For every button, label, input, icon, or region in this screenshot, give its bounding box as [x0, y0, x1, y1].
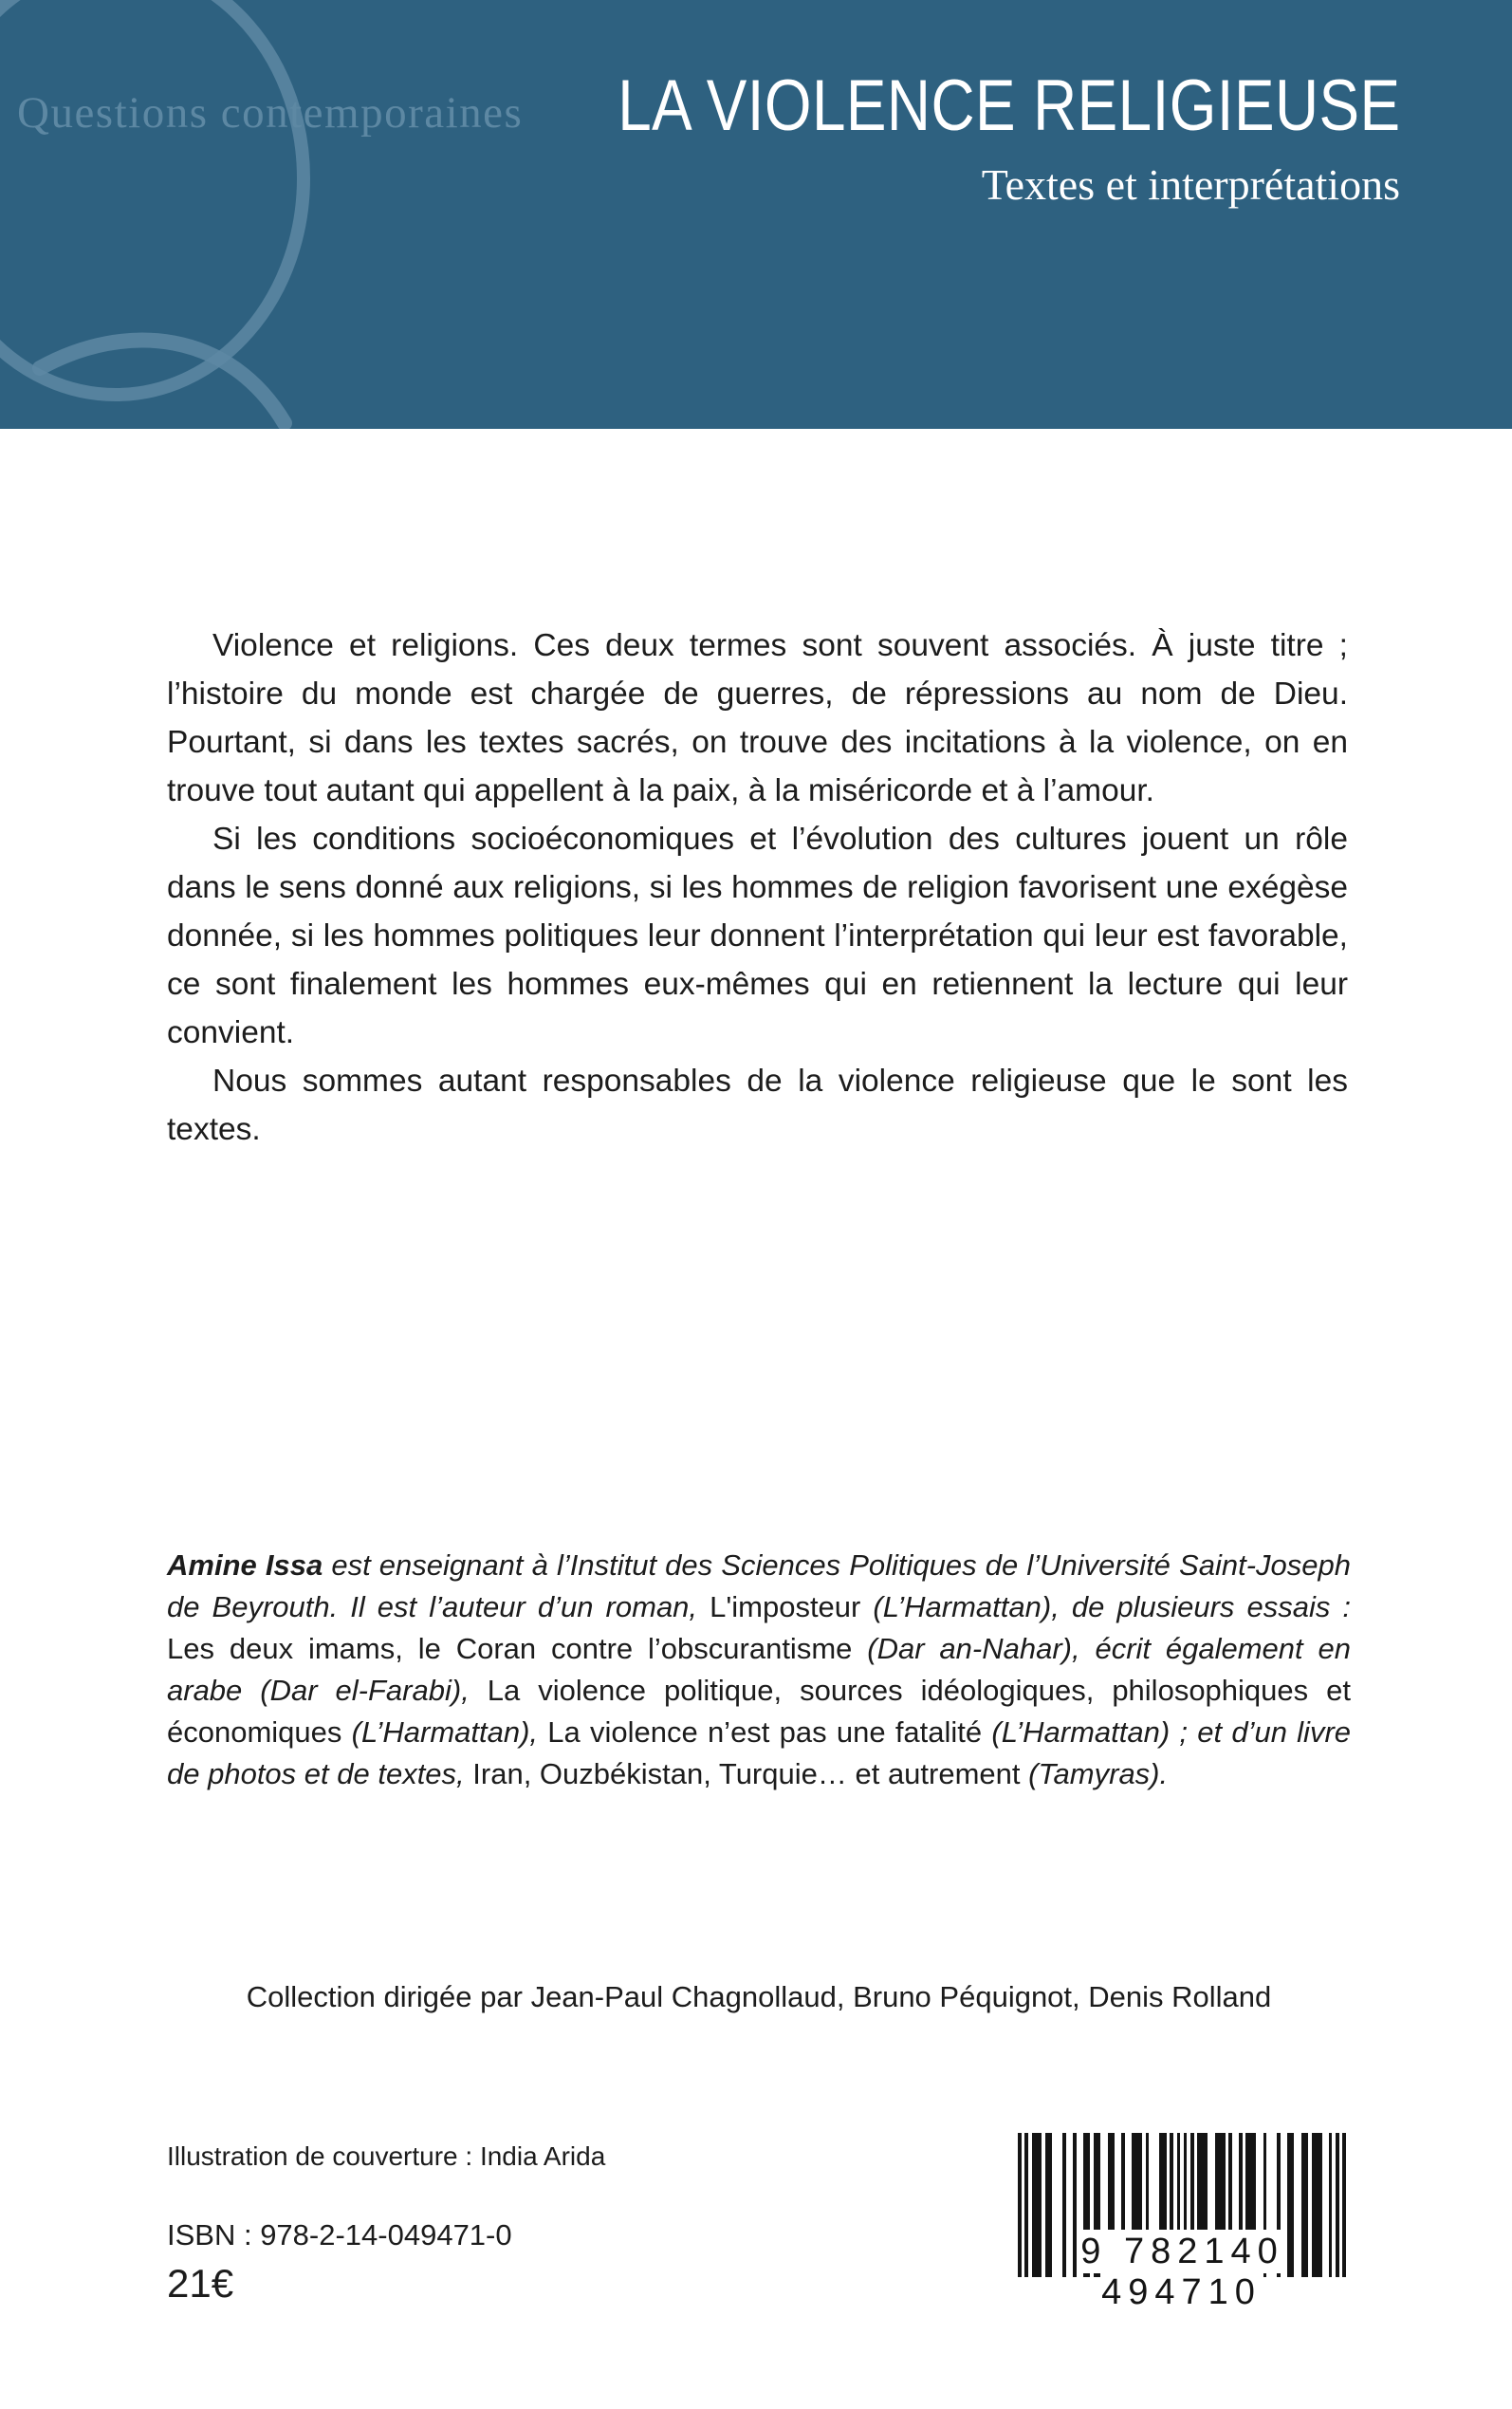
illustration-credit: Illustration de couverture : India Arida	[167, 2141, 606, 2171]
bio-publisher: (L’Harmattan),	[873, 1590, 1060, 1623]
book-title	[469, 65, 1401, 146]
bio-segment: de plusieurs essais :	[1059, 1590, 1352, 1623]
back-cover-blurb	[167, 621, 1348, 1154]
blurb-paragraph: Si les conditions socioéconomiques et l’évolution des cultures jouent un rôle dans le sens donné aux religions, si les hommes de religion favorisent une exégèse donnée, si les hommes politiques leur donnent l’interprétation qui leur est favorable, ce sont finalement les hommes eux-mêmes qui en retiennent la lecture qui leur convient.	[167, 822, 1348, 1050]
bio-publisher: (Tamyras).	[1028, 1757, 1169, 1790]
blurb-paragraph: Nous sommes autant responsables de la violence religieuse que le sont les textes.	[167, 1064, 1348, 1147]
bio-publisher: (Dar an-Nahar), écrit également en arabe (Dar el-Farabi),	[167, 1632, 1352, 1707]
bio-segment: est enseignant à l’Institut des Sciences Politiques de l’Université Saint-Joseph de Beyrouth. Il est l’auteur d’un roman,	[167, 1548, 1351, 1623]
isbn-line: ISBN : 978-2-14-049471-0	[167, 2218, 512, 2251]
ean13-barcode	[1018, 2133, 1346, 2313]
barcode-digits: 9 782140 494710	[1080, 2232, 1284, 2312]
author-name: Amine Issa	[167, 1548, 323, 1582]
collection-directors-line: Collection dirigée par Jean-Paul Chagnollaud, Bruno Péquignot, Denis Rolland	[246, 1980, 1272, 2013]
bio-work-title: L'imposteur	[697, 1590, 874, 1623]
collection-series-name: Questions contemporaines	[17, 88, 524, 138]
bio-work-title: Iran, Ouzbékistan, Turquie… et autrement	[472, 1757, 1029, 1790]
blurb-paragraph: Violence et religions. Ces deux termes sont souvent associés. À juste titre ; l’histoire du monde est chargée de guerres, de répressions au nom de Dieu. Pourtant, si dans les textes sacrés, on trouve des incitations à la violence, on en trouve tout autant qui appellent à la paix, à la miséricorde et à l’amour.	[167, 628, 1348, 808]
cover-header-band	[0, 0, 1512, 429]
price-line: 21€	[167, 2261, 234, 2306]
footer-metadata	[167, 2140, 888, 2308]
bio-publisher: (L’Harmattan),	[351, 1715, 548, 1749]
book-title-text: LA VIOLENCE RELIGIEUSE	[617, 65, 1400, 146]
bio-work-title: La violence politique, sources idéologiques, philosophiques et économiques	[167, 1674, 1351, 1749]
bio-work-title: Les deux imams, le Coran contre l’obscurantisme	[167, 1632, 868, 1665]
barcode-digits-row	[1018, 2232, 1346, 2313]
author-biography	[167, 1545, 1351, 1795]
book-subtitle: Textes et interprétations	[981, 160, 1400, 209]
bio-work-title: La violence n’est pas une fatalité	[547, 1715, 992, 1749]
bio-publisher: (L’Harmattan) ; et d’un livre de photos et de textes,	[167, 1715, 1352, 1790]
collection-q-logo-icon	[0, 0, 391, 429]
